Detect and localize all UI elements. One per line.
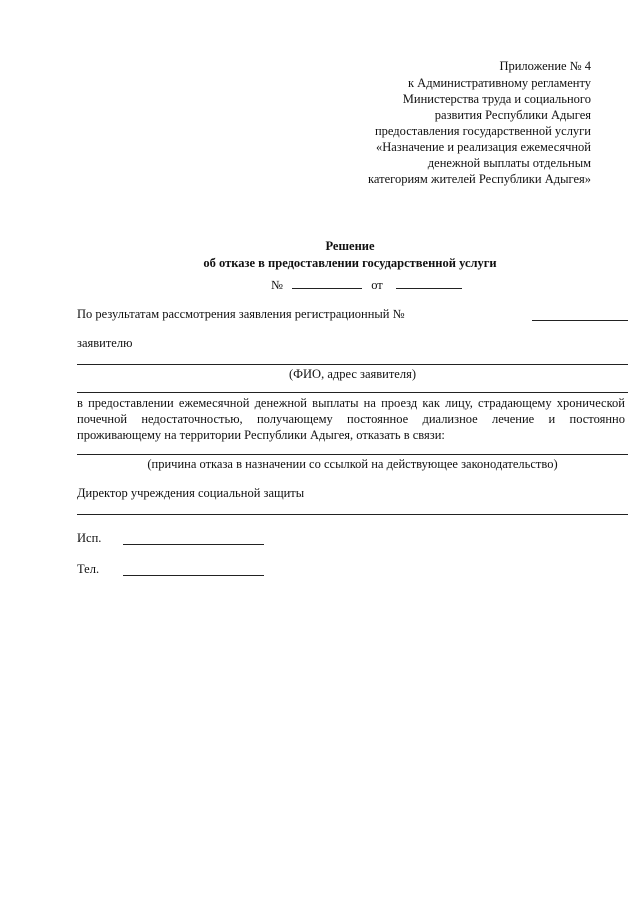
appendix-line: категориям жителей Республики Адыгея»: [368, 172, 591, 186]
number-blank[interactable]: [292, 276, 362, 289]
director-label: Директор учреждения социальной защиты: [77, 486, 305, 500]
appendix-line: денежной выплаты отдельным: [427, 156, 591, 170]
applicant-caption: (ФИО, адрес заявителя): [288, 367, 417, 381]
registration-number-blank[interactable]: [532, 320, 628, 321]
appendix-line: Приложение № 4: [499, 59, 591, 73]
registration-text: По результатам рассмотрения заявления регистрационный №: [77, 307, 405, 321]
phone-blank[interactable]: [123, 575, 264, 576]
phone-label: Тел.: [77, 562, 100, 576]
date-blank[interactable]: [396, 276, 462, 289]
applicant-blank-2[interactable]: [77, 392, 628, 393]
reason-caption: (причина отказа в назначении со ссылкой на действующее законодательство): [147, 457, 558, 471]
appendix-line: «Назначение и реализация ежемесячной: [375, 140, 591, 154]
paragraph-line: почечной недостаточностью, получающему постоянное диализное лечение и постоянно: [77, 412, 625, 426]
document-subtitle: об отказе в предоставлении государственной услуги: [203, 256, 497, 270]
paragraph-line: проживающему на территории Республики Адыгея, отказать в связи:: [77, 428, 445, 442]
reason-blank[interactable]: [77, 454, 628, 455]
number-label: №: [271, 278, 283, 292]
paragraph-line: в предоставлении ежемесячной денежной выплаты на проезд как лицу, страдающему хронической: [77, 396, 625, 410]
appendix-line: к Административному регламенту: [407, 76, 591, 90]
applicant-label: заявителю: [77, 336, 133, 350]
executor-label: Исп.: [77, 531, 102, 545]
number-date-row: [271, 276, 462, 293]
document-title: Решение: [325, 239, 375, 253]
director-signature-blank[interactable]: [77, 514, 628, 515]
date-label: от: [371, 278, 383, 292]
appendix-line: Министерства труда и социального: [402, 92, 591, 106]
appendix-line: предоставления государственной услуги: [374, 124, 591, 138]
appendix-line: развития Республики Адыгея: [434, 108, 591, 122]
applicant-blank[interactable]: [77, 364, 628, 365]
executor-blank[interactable]: [123, 544, 264, 545]
